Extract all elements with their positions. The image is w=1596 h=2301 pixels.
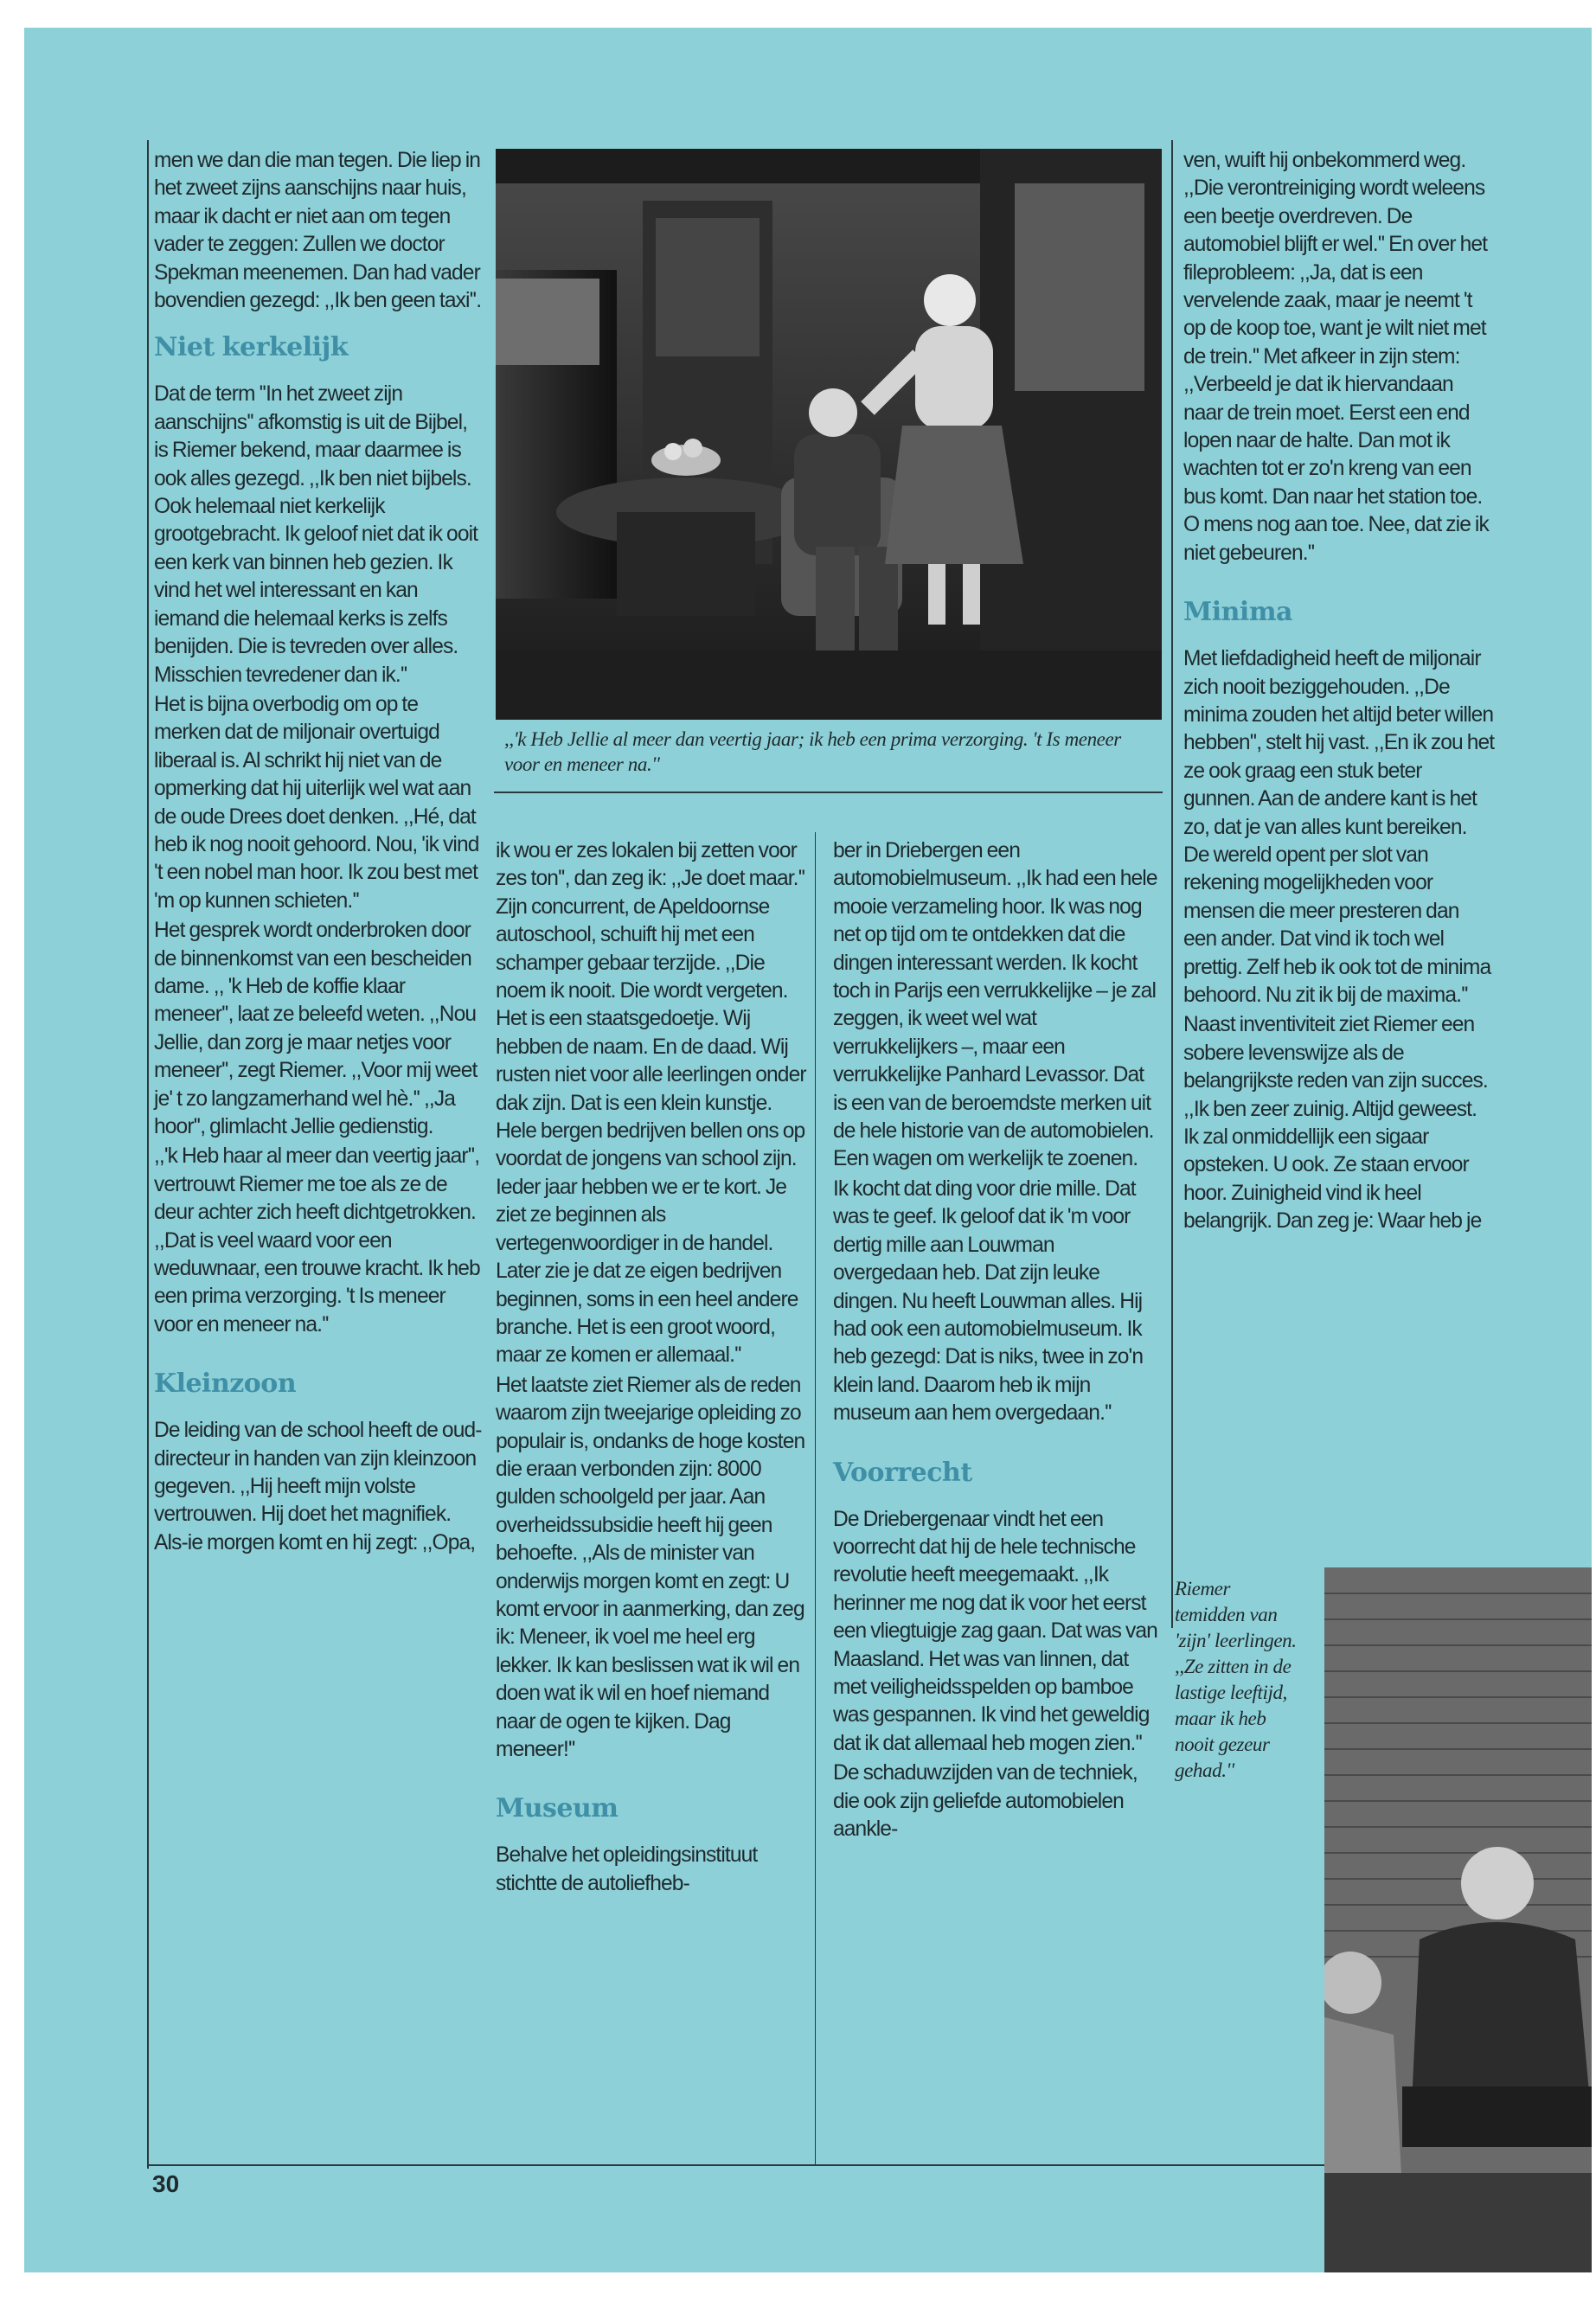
column-1	[154, 147, 484, 1557]
photo-students	[1324, 1567, 1592, 2272]
magazine-page	[24, 28, 1592, 2272]
column-2	[496, 837, 807, 1898]
column-1-paragraph-4: ,,'k Heb haar al meer dan veertig jaar'', vertrouwt Riemer me toe als ze de deur achter zich heeft dichtgetrokken. ,,Dat is veel waard voor een weduwnaar, een trouwe kracht. Ik heb een prima verzorging. 't Is meneer voor en meneer na.''	[154, 1144, 480, 1336]
photo-riemer-and-jellie	[496, 149, 1162, 720]
heading-museum: Museum	[496, 1793, 619, 1824]
column-4	[1183, 147, 1495, 1236]
column-2-paragraph-3: Behalve het opleidingsinstituut stichtte de autoliefheb-	[496, 1843, 758, 1895]
column-1-paragraph-5: De leiding van de school heeft de oud-directeur in handen van zijn kleinzoon gegeven. ,,Hij heeft mijn volste vertrouwen. Hij doet het magnifiek. Als-ie morgen komt en hij zegt: ,,Opa,	[154, 1419, 482, 1554]
column-2-paragraph-1: ik wou er zes lokalen bij zetten voor zes ton'', dan zeg ik: ,,Je doet maar.'' Zijn concurrent, de Apeldoornse autoschool, schuift hij met een schamper gebaar terzijde. ,,Die noem ik nooit. Die wordt vergeten. Het is een staatsgedoetje. Wij hebben de naam. En de daad. Wij rusten niet voor alle leerlingen onder dak zijn. Dat is een klein kunstje. Hele bergen bedrijven bellen ons op voordat de jongens van school zijn. Ieder jaar hebben we er te kort. Je ziet ze beginnen als vertegenwoordiger in de handel. Later zie je dat ze eigen bedrijven beginnen, soms in een heel andere branche. Het is een groot woord, maar ze komen er allemaal.''	[496, 839, 806, 1368]
heading-niet-kerkelijk: Niet kerkelijk	[154, 332, 349, 363]
column-rule-right	[1171, 140, 1173, 1628]
column-3-paragraph-1: ber in Driebergen een automobielmuseum. ,,Ik had een hele mooie verzameling hoor. Ik was nog net op tijd om te ontdekken dat die dingen interessant werden. Ik kocht toch in Parijs een verrukkelijke – je zal zeggen, ik weet wel wat verrukkelijkers –, maar een verrukkelijke Panhard Levassor. Dat is een van de beroemdste merken uit de hele historie van de automobielen. Een wagen om werkelijk te zoenen.	[833, 839, 1157, 1171]
bottom-rule	[147, 2164, 1334, 2166]
photo-1-caption: ,,'k Heb Jellie al meer dan veertig jaar; ik heb een prima verzorging. 't Is meneer voor en meneer na.''	[504, 728, 1121, 775]
mid-column-rule	[815, 832, 816, 2164]
photo-2-caption: Riemer temidden van 'zijn' leerlingen. ,,Ze zitten in de lastige leeftijd, maar ik heb nooit gezeur gehad.''	[1175, 1578, 1297, 1781]
column-3-paragraph-3: De Driebergenaar vindt het een voorrecht dat hij de hele technische revolutie heeft meegemaakt. ,,Ik herinner me nog dat ik voor het eerst een vliegtuigje zag gaan. Dat was van Maasland. Het was van linnen, dat met veiligheidsspelden op bamboe was gespannen. Ik vind het geweldig dat ik dat allemaal heb mogen zien.''	[833, 1507, 1157, 1755]
column-3	[833, 837, 1157, 1843]
column-1-paragraph-1: Dat de term ''In het zweet zijn aanschijns'' afkomstig is uit de Bijbel, is Riemer bekend, maar daarmee is ook alles gezegd. ,,Ik ben niet bijbels. Ook helemaal niet kerkelijk grootgebracht. Ik geloof niet dat ik ooit een kerk van binnen heb gezien. Ik vind het wel interessant en kan iemand die helemaal kerks is zelfs benijden. Die is tevreden over alles. Misschien tevredener dan ik.''	[154, 382, 478, 687]
interior-scene-image	[496, 149, 1162, 720]
column-4-paragraph-1: ven, wuift hij onbekommerd weg. ,,Die verontreiniging wordt weleens een beetje overdreven. De automobiel blijft er wel.'' En over het fileprobleem: ,,Ja, dat is een vervelende zaak, maar je neemt 't op de koop toe, want je wilt niet met de trein.'' Met afkeer in zijn stem: ,,Verbeeld je dat ik hiervandaan naar de trein moet. Eerst een end lopen naar de halte. Dan mot ik wachten tot er zo'n kreng van een bus komt. Dan naar het station toe. O mens nog aan toe. Nee, dat zie ik niet gebeuren.''	[1183, 149, 1489, 565]
students-image	[1324, 1567, 1592, 2272]
page-number: 30	[152, 2170, 180, 2197]
column-1-paragraph-2: Het is bijna overbodig om op te merken dat de miljonair overtuigd liberaal is. Al schrikt hij niet van de opmerking dat hij uiterlijk wel wat aan de oude Drees doet denken. ,,Hé, dat heb ik nog nooit gehoord. Nou, 'ik vind 't een nobel man hoor. Ik zou best met 'm op kunnen schieten.''	[154, 692, 479, 913]
column-3-paragraph-4: De schaduwzijden van de techniek, die ook zijn geliefde automobielen aankle-	[833, 1761, 1138, 1841]
column-4-paragraph-3: Naast inventiviteit ziet Riemer een sobere levenswijze als de belangrijkste reden van zijn succes. ,,Ik ben zeer zuinig. Altijd geweest. Ik zal onmiddellijk een sigaar opsteken. U ook. Ze staan ervoor hoor. Zuinigheid vind ik heel belangrijk. Dan zeg je: Waar heb je	[1183, 1013, 1488, 1234]
column-rule-left	[147, 140, 149, 2169]
column-2-paragraph-2: Het laatste ziet Riemer als de reden waarom zijn tweejarige opleiding zo populair is, ondanks de hoge kosten die eraan verbonden zijn: 8000 gulden schoolgeld per jaar. Aan overheidssubsidie heeft hij geen behoefte. ,,Als de minister van onderwijs morgen komt en zegt: U komt ervoor in aanmerking, dan zeg ik: Meneer, ik voel me heel erg lekker. Ik kan beslissen wat ik wil en doen wat ik wil en hoef niemand naar de ogen te kijken. Dag meneer!''	[496, 1373, 805, 1761]
column-1-paragraph-3: Het gesprek wordt onderbroken door de binnenkomst van een bescheiden dame. ,, 'k Heb de koffie klaar meneer'', laat ze beleefd weten. ,,Nou Jellie, dan zorg je maar netjes voor meneer'', zegt Riemer. ,,Voor mij weet je' t zo langzamerhand wel hè.'' ,,Ja hoor'', glimlacht Jellie gedienstig.	[154, 919, 478, 1138]
caption-underline	[494, 792, 1163, 793]
column-3-paragraph-2: Ik kocht dat ding voor drie mille. Dat was te geef. Ik geloof dat ik 'm voor dertig mille aan Louwman overgedaan heb. Dat zijn leuke dingen. Nu heeft Louwman alles. Hij had ook een automobielmuseum. Ik heb gezegd: Dat is niks, twee in zo'n klein land. Daarom heb ik mijn museum aan hem overgedaan.''	[833, 1176, 1144, 1426]
heading-voorrecht: Voorrecht	[833, 1457, 972, 1488]
column-4-paragraph-2: Met liefdadigheid heeft de miljonair zich nooit beziggehouden. ,,De minima zouden het altijd beter willen hebben'', stelt hij vast. ,,En ik zou het ze ook graag een stuk beter gunnen. Aan de andere kant is het zo, dat je van alles kunt bereiken. De wereld opent per slot van rekening mogelijkheden voor mensen die meer presteren dan een ander. Dat vind ik toch wel prettig. Zelf heb ik ook tot de minima behoord. Nu zit ik bij de maxima.''	[1183, 647, 1495, 1007]
heading-kleinzoon: Kleinzoon	[154, 1368, 297, 1400]
heading-minima: Minima	[1183, 597, 1292, 628]
column-1-intro: men we dan die man tegen. Die liep in het zweet zijns aanschijns naar huis, maar ik dacht er niet aan om tegen vader te zeggen: Zullen we doctor Spekman meenemen. Dan had vader bovendien gezegd: ,,Ik ben geen taxi''.	[154, 149, 482, 313]
